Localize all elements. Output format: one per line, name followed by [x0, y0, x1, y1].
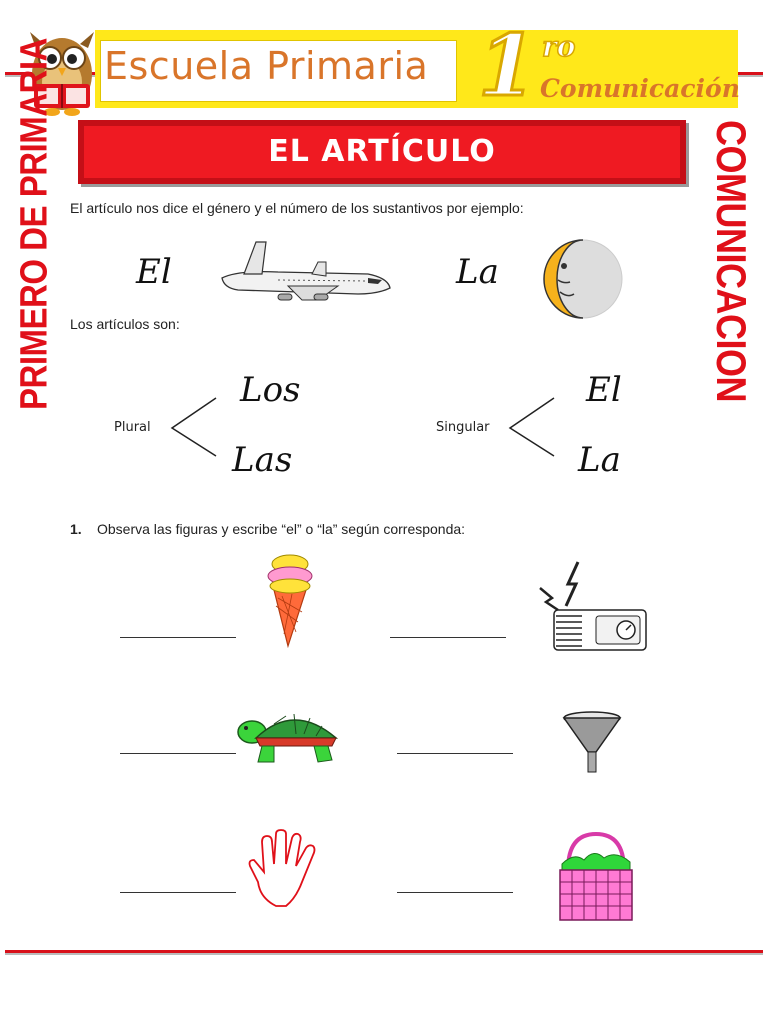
- exercise-instruction: Observa las figuras y escribe “el” o “la” según corresponda:: [97, 521, 466, 537]
- radio-icon: [538, 560, 652, 654]
- grade-number: 1: [478, 16, 537, 115]
- singular-article-2: La: [578, 440, 621, 480]
- page-title: EL ARTÍCULO: [268, 134, 496, 169]
- singular-label: Singular: [436, 420, 490, 435]
- answer-line-2[interactable]: [390, 637, 506, 638]
- plural-label: Plural: [114, 420, 151, 435]
- intro-text: El artículo nos dice el género y el número de los sustantivos por ejemplo:: [70, 200, 524, 216]
- answer-line-6[interactable]: [397, 892, 513, 893]
- answer-line-3[interactable]: [120, 753, 236, 754]
- hand-icon: [246, 828, 318, 908]
- ice-cream-icon: [262, 552, 318, 648]
- answer-line-1[interactable]: [120, 637, 236, 638]
- plural-article-2: Las: [232, 440, 293, 480]
- answer-line-4[interactable]: [397, 753, 513, 754]
- funnel-icon: [560, 710, 624, 774]
- plural-article-1: Los: [240, 370, 301, 410]
- exercise-number: 1.: [70, 521, 82, 537]
- school-name: Escuela Primaria: [104, 44, 429, 88]
- grade-suffix: ro: [542, 30, 576, 63]
- answer-line-5[interactable]: [120, 892, 236, 893]
- singular-bracket: [506, 396, 558, 460]
- side-label-right: COMUNICACION: [707, 120, 755, 402]
- articles-intro: Los artículos son:: [70, 316, 180, 332]
- airplane-icon: [218, 238, 393, 306]
- turtle-icon: [234, 708, 342, 768]
- singular-article-1: El: [586, 370, 622, 410]
- side-label-left: PRIMERO DE PRIMARIA: [12, 38, 55, 410]
- example-article-la: La: [456, 252, 499, 292]
- moon-icon: [540, 238, 626, 320]
- basket-icon: [554, 830, 638, 924]
- example-article-el: El: [136, 252, 172, 292]
- footer-red-line: [5, 950, 763, 953]
- plural-bracket: [168, 396, 220, 460]
- subject-name: Comunicación: [540, 74, 740, 103]
